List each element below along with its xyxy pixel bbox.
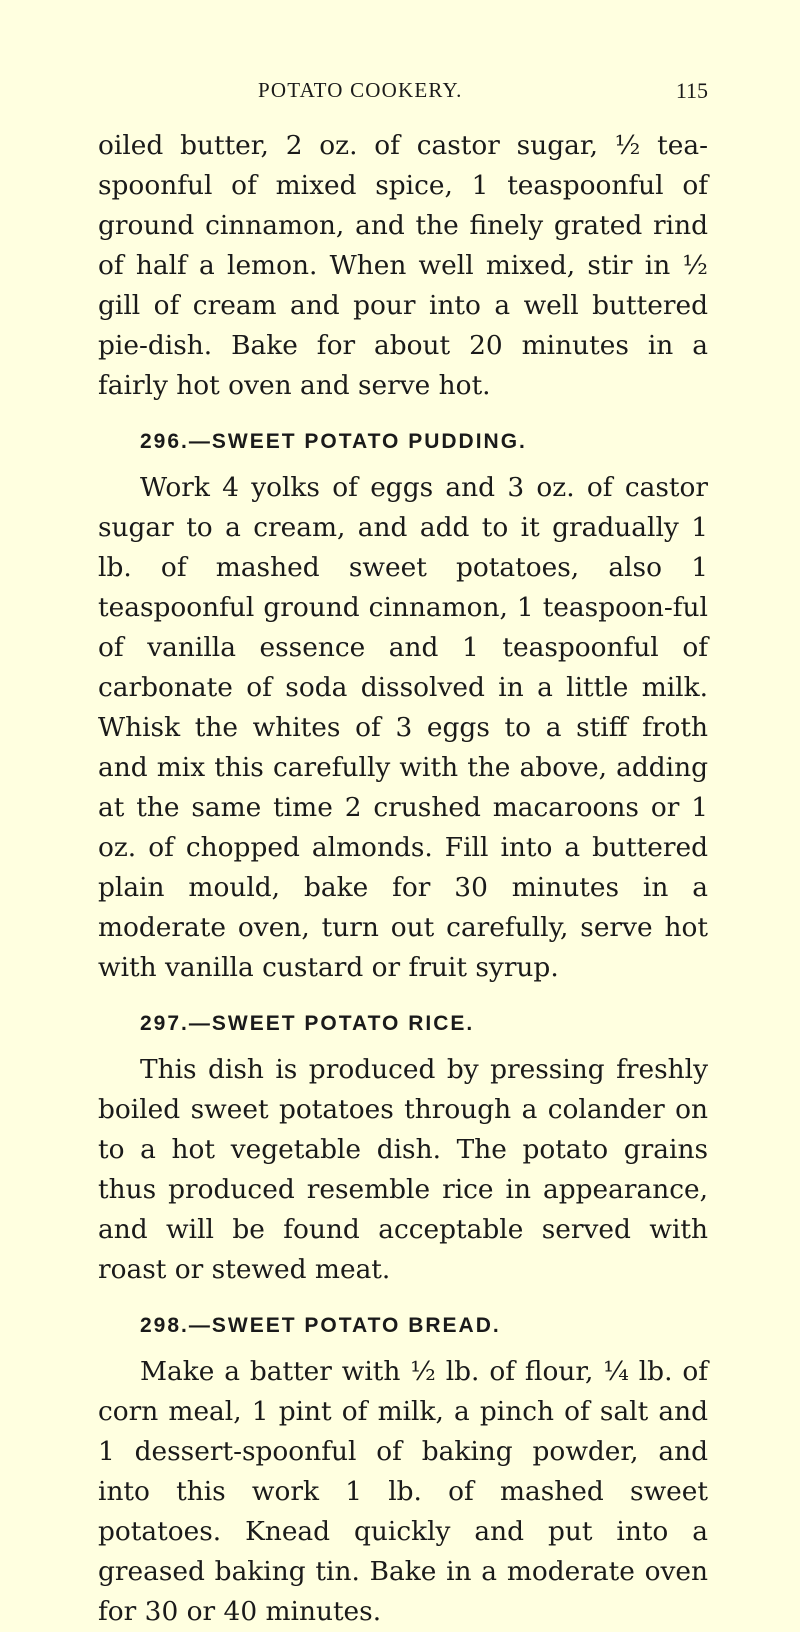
recipe-heading-297: 297.—SWEET POTATO RICE. [140,1012,475,1035]
recipe-body-298: Make a batter with ½ lb. of flour, ¼ lb. of corn meal, 1 pint of milk, a pinch of salt and 1 dessert-spoonful of baking powder, and into this work 1 lb. of mashed sweet potatoes. Knead quickly and put into a greased baking tin. Bake in a moderate oven for 30 or 40 minutes. [98,1356,708,1627]
book-page [98,0,708,1627]
running-title: POTATO COOKERY. [258,78,463,102]
recipe-heading-296: 296.—SWEET POTATO PUDDING. [140,430,527,453]
page-number: 115 [675,78,708,103]
recipe-heading-298: 298.—SWEET POTATO BREAD. [140,1314,501,1337]
recipe-body-296: Work 4 yolks of eggs and 3 oz. of castor sugar to a cream, and add to it gradually 1 lb. of mashed sweet potatoes, also 1 teaspoonful ground cinnamon, 1 teaspoon-ful of vanilla essence and 1 teaspoonful of carbonate of soda dissolved in a little milk. Whisk the whites of 3 eggs to a stiff froth and mix this carefully with the above, adding at the same time 2 crushed macaroons or 1 oz. of chopped almonds. Fill into a buttered plain mould, bake for 30 minutes in a moderate oven, turn out carefully, serve hot with vanilla custard or fruit syrup. [98,472,708,983]
running-head [98,78,708,108]
intro-paragraph: oiled butter, 2 oz. of castor sugar, ½ tea-spoonful of mixed spice, 1 teaspoonful of ground cinnamon, and the finely grated rind of half a lemon. When well mixed, stir in ½ gill of cream and pour into a well buttered pie-dish. Bake for about 20 minutes in a fairly hot oven and serve hot. [98,130,708,401]
page-body [98,126,708,1632]
recipe-body-297: This dish is produced by pressing freshly boiled sweet potatoes through a colander on to a hot vegetable dish. The potato grains thus produced resemble rice in appearance, and will be found acceptable served with roast or stewed meat. [98,1054,708,1285]
